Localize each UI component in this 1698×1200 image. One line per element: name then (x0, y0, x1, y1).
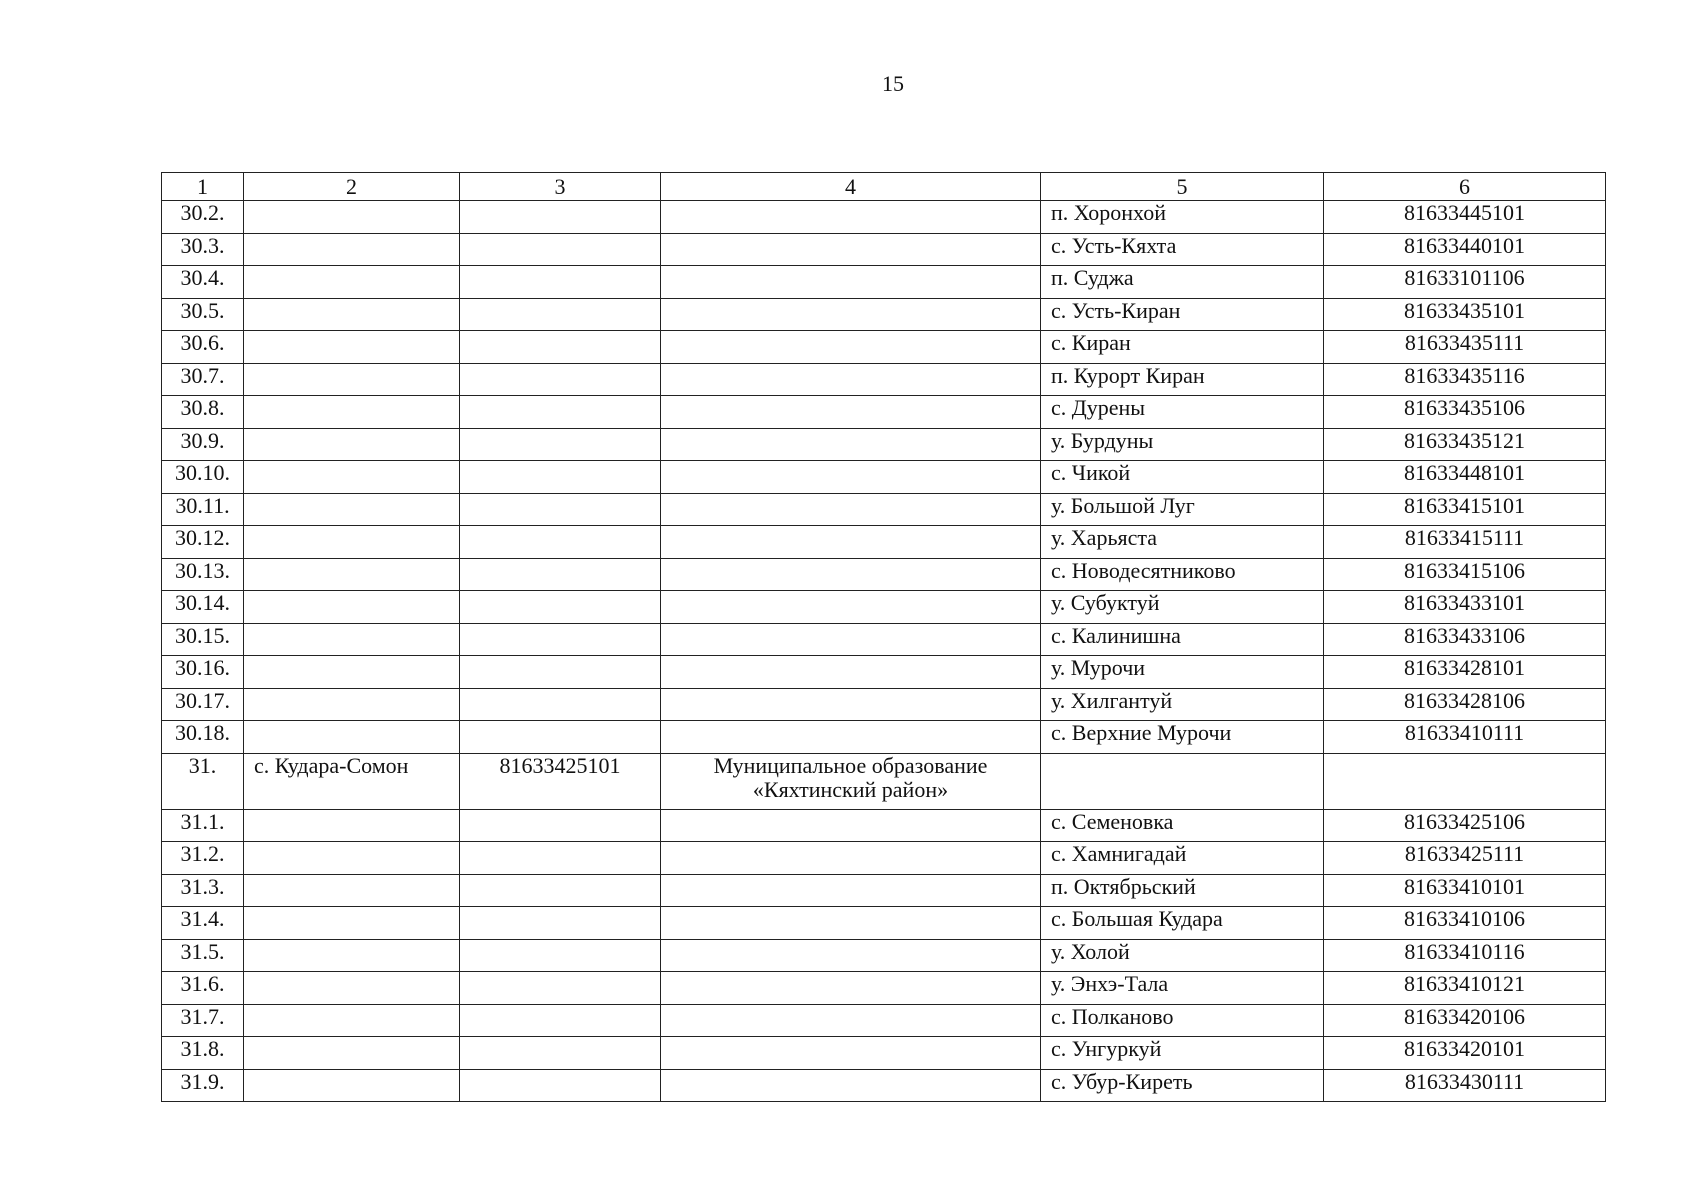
row-number-cell: 30.17. (162, 688, 244, 721)
municipality-cell (661, 331, 1041, 364)
municipality-cell (661, 461, 1041, 494)
row-number-cell: 31. (162, 753, 244, 809)
table-row (162, 1004, 1606, 1037)
table-row (162, 972, 1606, 1005)
oktmo-center-cell (460, 972, 661, 1005)
column-header: 1 (162, 173, 244, 201)
row-number-cell: 30.8. (162, 396, 244, 429)
oktmo-center-cell (460, 1069, 661, 1102)
table-row (162, 461, 1606, 494)
oktmo-code-cell: 81633445101 (1324, 201, 1606, 234)
row-number-cell: 30.6. (162, 331, 244, 364)
oktmo-center-cell (460, 1004, 661, 1037)
row-number-cell: 30.3. (162, 233, 244, 266)
settlement-name-cell: с. Унгуркуй (1041, 1037, 1324, 1070)
oktmo-center-cell (460, 842, 661, 875)
settlement-name-cell: с. Семеновка (1041, 809, 1324, 842)
settlement-name-cell: у. Холой (1041, 939, 1324, 972)
oktmo-code-cell: 81633420106 (1324, 1004, 1606, 1037)
oktmo-code-cell: 81633440101 (1324, 233, 1606, 266)
settlement-name-cell: с. Усть-Кяхта (1041, 233, 1324, 266)
municipality-cell (661, 721, 1041, 754)
oktmo-center-cell (460, 298, 661, 331)
settlement-center-cell (244, 266, 460, 299)
municipality-cell (661, 1037, 1041, 1070)
table-row (162, 623, 1606, 656)
municipality-cell (661, 1069, 1041, 1102)
table-row (162, 656, 1606, 689)
oktmo-code-cell: 81633425111 (1324, 842, 1606, 875)
oktmo-code-cell: 81633430111 (1324, 1069, 1606, 1102)
table-row (162, 396, 1606, 429)
page-number: 15 (882, 71, 904, 96)
settlement-name-cell: с. Калинишна (1041, 623, 1324, 656)
oktmo-code-cell: 81633435101 (1324, 298, 1606, 331)
settlement-center-cell (244, 809, 460, 842)
oktmo-center-cell: 81633425101 (460, 753, 661, 809)
municipality-cell (661, 493, 1041, 526)
row-number-cell: 31.9. (162, 1069, 244, 1102)
settlement-name-cell: у. Бурдуны (1041, 428, 1324, 461)
municipality-cell (661, 874, 1041, 907)
settlement-center-cell (244, 298, 460, 331)
oktmo-center-cell (460, 907, 661, 940)
row-number-cell: 30.7. (162, 363, 244, 396)
table-row (162, 842, 1606, 875)
column-header: 4 (661, 173, 1041, 201)
oktmo-code-cell: 81633410111 (1324, 721, 1606, 754)
column-header: 2 (244, 173, 460, 201)
municipality-cell (661, 1004, 1041, 1037)
table-row (162, 1037, 1606, 1070)
row-number-cell: 31.8. (162, 1037, 244, 1070)
row-number-cell: 30.14. (162, 591, 244, 624)
settlement-name-cell: с. Убур-Киреть (1041, 1069, 1324, 1102)
table-row (162, 591, 1606, 624)
oktmo-center-cell (460, 233, 661, 266)
settlement-center-cell (244, 1004, 460, 1037)
table-row (162, 558, 1606, 591)
row-number-cell: 30.11. (162, 493, 244, 526)
settlement-name-cell: с. Чикой (1041, 461, 1324, 494)
municipality-cell (661, 753, 1041, 809)
settlement-center-cell (244, 721, 460, 754)
settlement-center-cell (244, 874, 460, 907)
settlement-center-cell (244, 1069, 460, 1102)
settlement-center-cell (244, 656, 460, 689)
settlement-center-cell (244, 558, 460, 591)
oktmo-code-cell: 81633435106 (1324, 396, 1606, 429)
row-number-cell: 30.4. (162, 266, 244, 299)
settlement-name-cell: с. Дурены (1041, 396, 1324, 429)
settlement-name-cell: п. Суджа (1041, 266, 1324, 299)
row-number-cell: 31.1. (162, 809, 244, 842)
settlement-center-cell (244, 907, 460, 940)
municipality-line: «Кяхтинский район» (752, 776, 949, 802)
table-row (162, 201, 1606, 234)
settlement-name-cell: у. Хилгантуй (1041, 688, 1324, 721)
table-header-row (162, 173, 1606, 201)
oktmo-code-cell: 81633410116 (1324, 939, 1606, 972)
table-row (162, 298, 1606, 331)
row-number-cell: 30.2. (162, 201, 244, 234)
oktmo-center-cell (460, 656, 661, 689)
settlement-center-cell (244, 461, 460, 494)
oktmo-center-cell (460, 396, 661, 429)
oktmo-code-cell: 81633425106 (1324, 809, 1606, 842)
municipality-cell (661, 201, 1041, 234)
table-row (162, 721, 1606, 754)
table-row (162, 939, 1606, 972)
settlement-name-cell: с. Верхние Мурочи (1041, 721, 1324, 754)
settlement-center-cell (244, 688, 460, 721)
oktmo-center-cell (460, 526, 661, 559)
oktmo-center-cell (460, 493, 661, 526)
settlements-table (161, 172, 1606, 1102)
oktmo-code-cell: 81633410106 (1324, 907, 1606, 940)
row-number-cell: 30.13. (162, 558, 244, 591)
row-number-cell: 30.12. (162, 526, 244, 559)
municipality-cell (661, 623, 1041, 656)
oktmo-code-cell: 81633435116 (1324, 363, 1606, 396)
settlement-center-cell (244, 591, 460, 624)
municipality-cell (661, 656, 1041, 689)
settlement-center-cell (244, 623, 460, 656)
municipality-cell (661, 363, 1041, 396)
municipality-cell (661, 428, 1041, 461)
oktmo-code-cell: 81633101106 (1324, 266, 1606, 299)
settlement-name-cell: с. Новодесятниково (1041, 558, 1324, 591)
table-row (162, 233, 1606, 266)
settlement-name-cell: у. Мурочи (1041, 656, 1324, 689)
municipality-line: Муниципальное образование (713, 753, 988, 778)
settlement-center-cell (244, 331, 460, 364)
table-row (162, 874, 1606, 907)
municipality-cell (661, 939, 1041, 972)
settlement-center-cell (244, 428, 460, 461)
settlement-center-cell (244, 201, 460, 234)
settlement-name-cell: у. Харьяста (1041, 526, 1324, 559)
table-row (162, 809, 1606, 842)
column-header: 5 (1041, 173, 1324, 201)
oktmo-code-cell (1324, 753, 1606, 809)
row-number-cell: 31.7. (162, 1004, 244, 1037)
oktmo-center-cell (460, 623, 661, 656)
settlement-center-cell (244, 363, 460, 396)
settlement-center-cell (244, 842, 460, 875)
table-row (162, 526, 1606, 559)
oktmo-center-cell (460, 331, 661, 364)
oktmo-center-cell (460, 558, 661, 591)
oktmo-center-cell (460, 201, 661, 234)
municipality-cell (661, 526, 1041, 559)
oktmo-code-cell: 81633410101 (1324, 874, 1606, 907)
table-row (162, 1069, 1606, 1102)
settlement-center-cell (244, 233, 460, 266)
settlement-name-cell: п. Октябрьский (1041, 874, 1324, 907)
oktmo-code-cell: 81633435111 (1324, 331, 1606, 364)
oktmo-code-cell: 81633448101 (1324, 461, 1606, 494)
oktmo-code-cell: 81633428106 (1324, 688, 1606, 721)
settlement-name-cell: у. Большой Луг (1041, 493, 1324, 526)
municipality-cell (661, 558, 1041, 591)
oktmo-code-cell: 81633415101 (1324, 493, 1606, 526)
row-number-cell: 30.18. (162, 721, 244, 754)
table-row (162, 428, 1606, 461)
column-header: 6 (1324, 173, 1606, 201)
oktmo-code-cell: 81633420101 (1324, 1037, 1606, 1070)
row-number-cell: 31.2. (162, 842, 244, 875)
table-row (162, 363, 1606, 396)
oktmo-center-cell (460, 939, 661, 972)
row-number-cell: 31.6. (162, 972, 244, 1005)
table-row (162, 266, 1606, 299)
oktmo-code-cell: 81633433101 (1324, 591, 1606, 624)
settlement-center-cell (244, 526, 460, 559)
oktmo-center-cell (460, 461, 661, 494)
row-number-cell: 31.3. (162, 874, 244, 907)
table-row (162, 753, 1606, 809)
settlement-center-cell (244, 396, 460, 429)
settlement-name-cell: с. Усть-Киран (1041, 298, 1324, 331)
municipality-cell (661, 396, 1041, 429)
oktmo-center-cell (460, 721, 661, 754)
oktmo-code-cell: 81633415111 (1324, 526, 1606, 559)
municipality-cell (661, 972, 1041, 1005)
oktmo-code-cell: 81633433106 (1324, 623, 1606, 656)
municipality-cell (661, 298, 1041, 331)
oktmo-center-cell (460, 266, 661, 299)
municipality-cell (661, 907, 1041, 940)
table-row (162, 907, 1606, 940)
oktmo-code-cell: 81633428101 (1324, 656, 1606, 689)
settlement-name-cell: с. Хамнигадай (1041, 842, 1324, 875)
oktmo-center-cell (460, 591, 661, 624)
oktmo-center-cell (460, 1037, 661, 1070)
settlement-center-cell (244, 972, 460, 1005)
municipality-cell (661, 842, 1041, 875)
settlement-name-cell (1041, 753, 1324, 809)
settlement-center-cell (244, 939, 460, 972)
row-number-cell: 30.16. (162, 656, 244, 689)
row-number-cell: 30.10. (162, 461, 244, 494)
settlement-name-cell: у. Энхэ-Тала (1041, 972, 1324, 1005)
settlement-name-cell: у. Субуктуй (1041, 591, 1324, 624)
settlement-center-cell (244, 1037, 460, 1070)
table-row (162, 493, 1606, 526)
oktmo-code-cell: 81633415106 (1324, 558, 1606, 591)
settlement-center-cell (244, 493, 460, 526)
row-number-cell: 30.9. (162, 428, 244, 461)
settlement-name-cell: с. Большая Кудара (1041, 907, 1324, 940)
oktmo-center-cell (460, 809, 661, 842)
settlement-name-cell: с. Полканово (1041, 1004, 1324, 1037)
municipality-cell (661, 591, 1041, 624)
oktmo-code-cell: 81633435121 (1324, 428, 1606, 461)
municipality-cell (661, 809, 1041, 842)
oktmo-center-cell (460, 874, 661, 907)
municipality-cell (661, 266, 1041, 299)
settlement-name-cell: с. Киран (1041, 331, 1324, 364)
oktmo-center-cell (460, 428, 661, 461)
oktmo-center-cell (460, 688, 661, 721)
municipality-cell (661, 688, 1041, 721)
row-number-cell: 31.5. (162, 939, 244, 972)
column-header: 3 (460, 173, 661, 201)
row-number-cell: 31.4. (162, 907, 244, 940)
row-number-cell: 30.5. (162, 298, 244, 331)
settlement-center-cell: с. Кудара-Сомон (244, 753, 460, 809)
table-row (162, 331, 1606, 364)
oktmo-code-cell: 81633410121 (1324, 972, 1606, 1005)
settlement-name-cell: п. Курорт Киран (1041, 363, 1324, 396)
settlement-name-cell: п. Хоронхой (1041, 201, 1324, 234)
municipality-cell (661, 233, 1041, 266)
row-number-cell: 30.15. (162, 623, 244, 656)
oktmo-center-cell (460, 363, 661, 396)
table-row (162, 688, 1606, 721)
